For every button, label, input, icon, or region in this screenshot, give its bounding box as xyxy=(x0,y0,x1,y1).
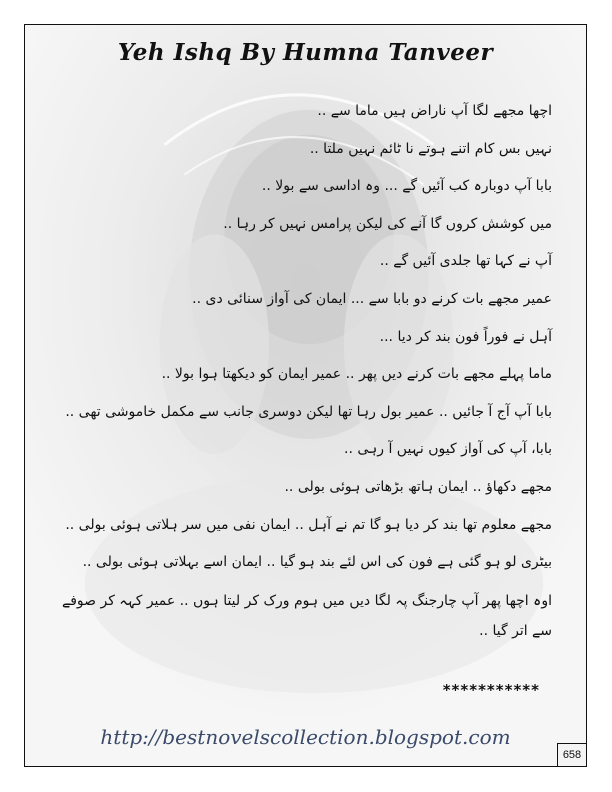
text-line: بیٹری لو ہو گئی ہے فون کی اس لئے بند ہو گیا .. ایمان اسے بہلاتی ہوئی بولی .. xyxy=(82,554,552,571)
text-line: مجھے دکھاؤ .. ایمان ہاتھ بڑھاتی ہوئی بولی .. xyxy=(284,478,552,495)
text-line: اچھا مجھے لگا آپ ناراض ہیں ماما سے .. xyxy=(317,103,552,119)
footer-link[interactable]: http://bestnovelscollection.blogspot.com xyxy=(100,725,511,749)
text-line: عمیر مجھے بات کرنے دو بابا سے ... ایمان کی آواز سنائی دی .. xyxy=(192,290,552,307)
document-title: Yeh Ishq By Humna Tanveer xyxy=(117,39,494,66)
text-line: آپ نے کہا تھا جلدی آئیں گے .. xyxy=(379,253,552,270)
page-number: 658 xyxy=(557,743,586,766)
text-line: اوہ اچھا پھر آپ چارجنگ پہ لگا دیں میں ہوم ورک کر لیتا ہوں .. عمیر کہہ کر صوفے سے اتر گیا .. xyxy=(62,592,552,639)
text-line: آہل نے فوراً فون بند کر دیا ... xyxy=(379,328,552,345)
page-frame xyxy=(24,24,587,767)
text-line: بابا آپ آج آ جائیں .. عمیر بول رہا تھا لیکن دوسری جانب سے مکمل خاموشی تھی .. xyxy=(65,403,552,420)
text-line: میں کوشش کروں گا آنے کی لیکن پرامس نہیں کر رہا .. xyxy=(223,215,552,232)
story-text xyxy=(55,93,552,646)
text-line: بابا آپ دوبارہ کب آئیں گے ... وہ اداسی سے بولا .. xyxy=(261,178,552,195)
text-line: مجھے معلوم تھا بند کر دیا ہو گا تم نے آہل .. ایمان نفی میں سر ہلاتی ہوئی بولی .. xyxy=(65,516,552,533)
section-separator: *********** xyxy=(442,681,540,699)
text-line: ماما پہلے مجھے بات کرنے دیں پھر .. عمیر ایمان کو دیکھتا ہوا بولا .. xyxy=(161,366,552,383)
text-line: بابا، آپ کی آواز کیوں نہیں آ رہی .. xyxy=(344,441,552,458)
text-line: نہیں بس کام اتنے ہوتے نا ٹائم نہیں ملتا .. xyxy=(309,140,552,157)
